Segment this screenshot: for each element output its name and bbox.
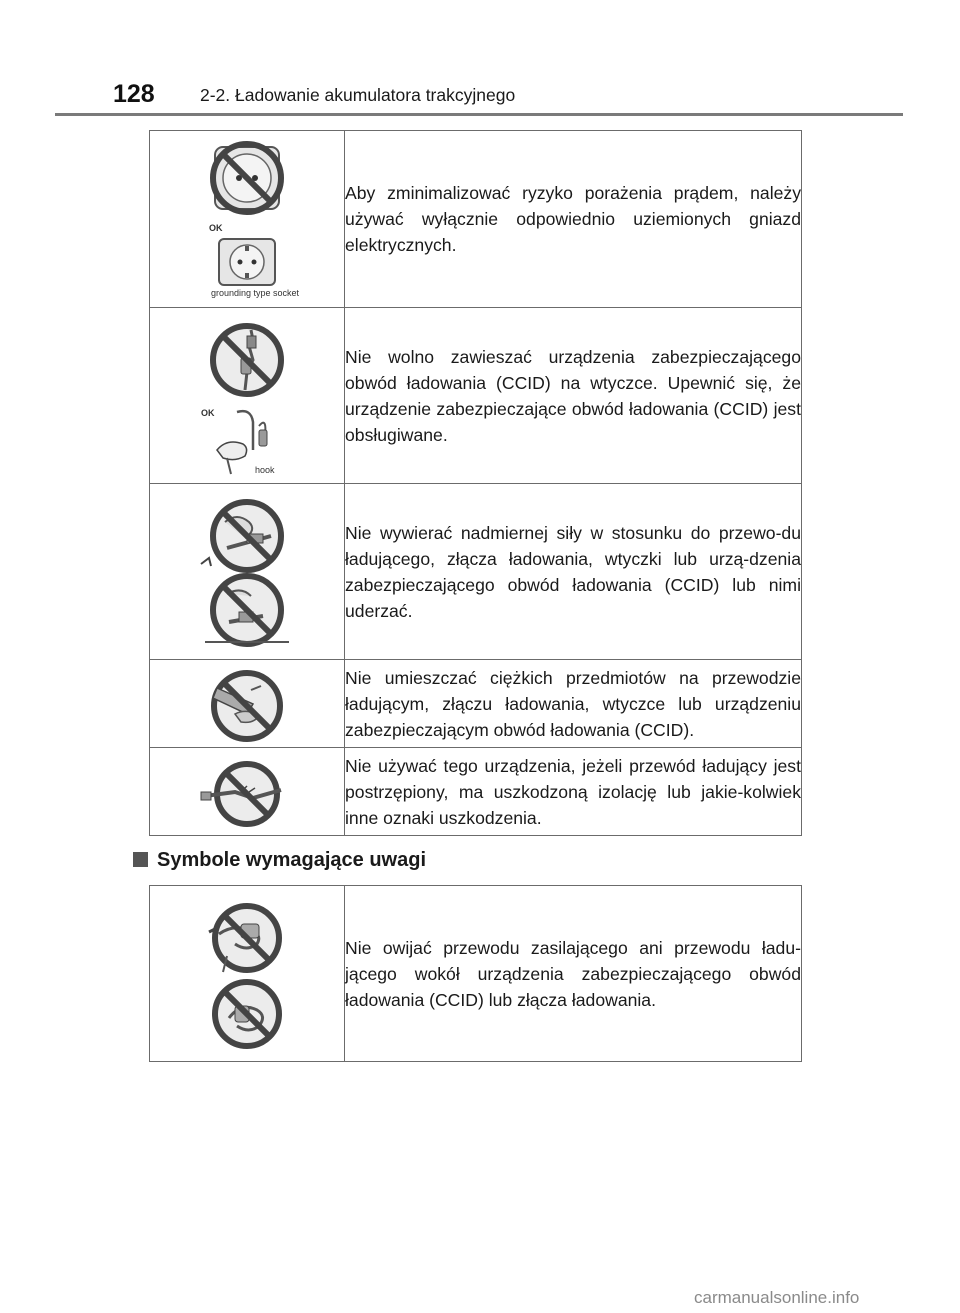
prohibited-pulling-cable-icon [201, 502, 281, 570]
prohibited-hanging-ccid-icon [213, 326, 281, 394]
prohibited-heavy-objects-icon [213, 673, 280, 739]
table-row [150, 484, 802, 660]
square-bullet-icon [133, 852, 148, 867]
warning-text: Nie umieszczać ciężkich przedmiotów na przewodzie ładującym, złączu ładowania, wtyczce lub urządzeniu zabezpieczającym obwód ładowania (CCID). [345, 660, 802, 748]
caution-table [149, 885, 802, 1062]
icon-cell [150, 484, 345, 660]
ok-label: OK [209, 223, 223, 233]
damaged-cable-illustration [187, 752, 307, 832]
prohibited-striking-connector-icon [205, 576, 289, 644]
grounded-socket-icon [219, 239, 275, 285]
prohibited-wrap-ccid-icon [209, 906, 279, 972]
prohibited-damaged-cable-icon [201, 764, 281, 824]
page-number: 128 [113, 80, 155, 108]
table-row [150, 748, 802, 836]
table-row [150, 886, 802, 1062]
socket-illustration [187, 139, 307, 299]
caution-text: Nie owijać przewodu zasilającego ani przewodu ładu-jącego wokół urządzenia zabezpieczającego obwód ładowania (CCID) lub złącza ładowania. [345, 886, 802, 1062]
header-rule [55, 113, 903, 116]
page-header [0, 0, 960, 120]
ccid-hanging-illustration [187, 316, 307, 476]
icon-cell [150, 886, 345, 1062]
subheading-text: Symbole wymagające uwagi [157, 849, 426, 871]
table-row [150, 660, 802, 748]
warning-text: Nie wywierać nadmiernej siły w stosunku do przewo-du ładującego, złącza ładowania, wtyczki lub urzą-dzenia zabezpieczającego obwód ładowania (CCID) lub nimi uderzać. [345, 484, 802, 660]
force-illustration [187, 492, 307, 652]
grounding-socket-label: grounding type socket [211, 288, 300, 298]
wrap-illustration [187, 894, 307, 1054]
hook-label: hook [255, 464, 275, 475]
icon-cell [150, 748, 345, 836]
section-title: 2-2. Ładowanie akumulatora trakcyjnego [200, 85, 516, 105]
icon-cell [150, 660, 345, 748]
icon-cell [150, 131, 345, 308]
icon-cell [150, 308, 345, 484]
table-row [150, 308, 802, 484]
prohibited-ungrounded-socket-icon [213, 144, 281, 212]
table-row [150, 131, 802, 308]
warning-text: Nie używać tego urządzenia, jeżeli przewód ładujący jest postrzępiony, ma uszkodzoną izolację lub jakie-kolwiek inne oznaki uszkodzenia. [345, 748, 802, 836]
warning-table [149, 130, 802, 836]
prohibited-wrap-connector-icon [215, 982, 279, 1046]
warning-text: Aby zminimalizować ryzyko porażenia prądem, należy używać wyłącznie odpowiednio uziemionych gniazd elektrycznych. [345, 131, 802, 308]
subheading [133, 849, 426, 872]
heavy-object-illustration [187, 664, 307, 744]
warning-text: Nie wolno zawieszać urządzenia zabezpieczającego obwód ładowania (CCID) na wtyczce. Upewnić się, że urządzenie zabezpieczające obwód ładowania (CCID) jest obsługiwane. [345, 308, 802, 484]
watermark: carmanualsonline.info [694, 1288, 860, 1307]
ok-label: OK [201, 407, 215, 418]
